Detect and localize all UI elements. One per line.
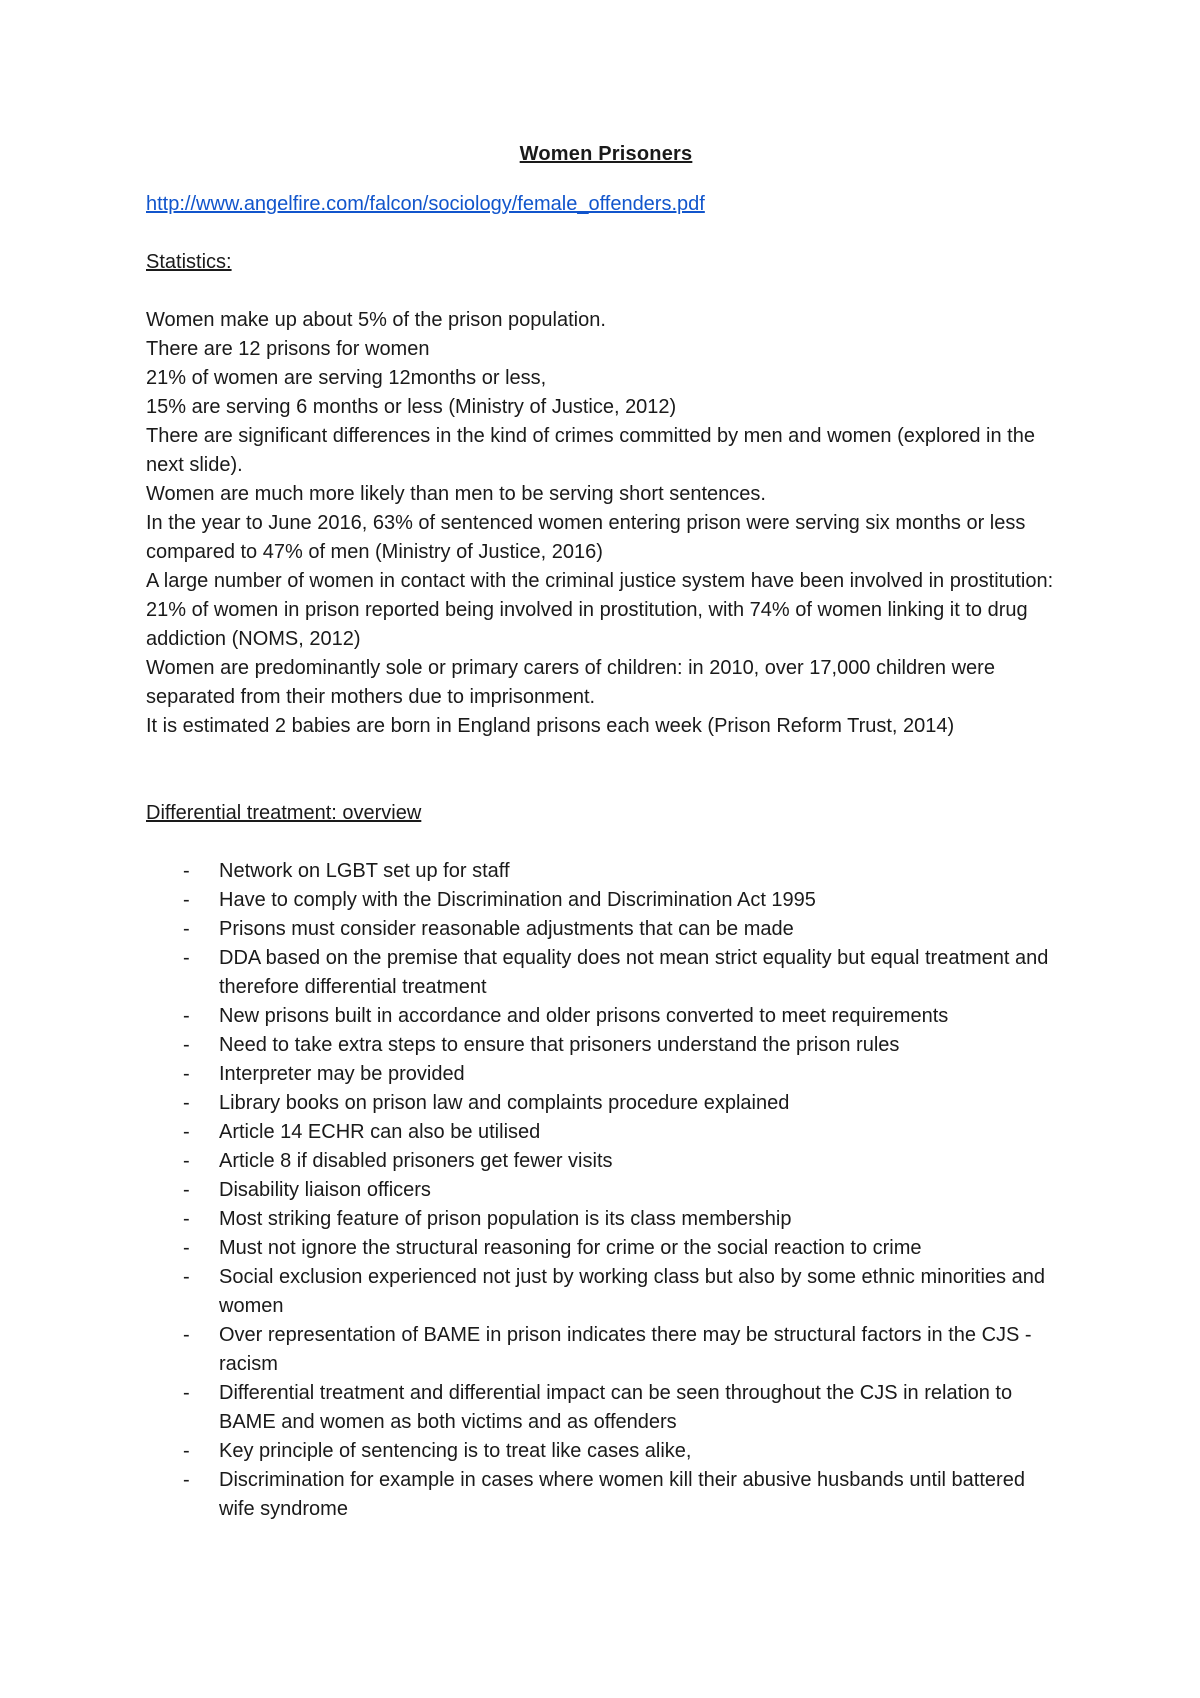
list-item xyxy=(146,1321,1066,1379)
document-title: Women Prisoners xyxy=(519,143,693,165)
list-item-text: Disability liaison officers xyxy=(219,1179,431,1201)
list-item-text: Interpreter may be provided xyxy=(219,1063,465,1085)
statistic-item: It is estimated 2 babies are born in England prisons each week (Prison Reform Trust, 2014) xyxy=(146,715,955,737)
list-item xyxy=(146,1089,1066,1118)
list-item-text: Differential treatment and differential impact can be seen throughout the CJS in relation to BAME and women as both victims and as offenders xyxy=(219,1382,1013,1433)
list-item xyxy=(146,1466,1066,1524)
dash-bullet: - xyxy=(183,1179,190,1201)
list-item-text: Social exclusion experienced not just by working class but also by some ethnic minorities and women xyxy=(219,1266,1045,1317)
list-item-text: Prisons must consider reasonable adjustments that can be made xyxy=(219,918,794,940)
list-item-text: Most striking feature of prison population is its class membership xyxy=(219,1208,792,1230)
document-page xyxy=(146,140,1066,1524)
list-item xyxy=(146,944,1066,1002)
list-item-text: Key principle of sentencing is to treat like cases alike, xyxy=(219,1440,692,1462)
dash-bullet: - xyxy=(183,1266,190,1288)
dash-bullet: - xyxy=(183,889,190,911)
statistic-item: A large number of women in contact with the criminal justice system have been involved in prostitution: 21% of women in prison reported being involved in prostitution, with 74% of women linking it to drug addiction (NOMS, 2012) xyxy=(146,570,1054,650)
list-item xyxy=(146,1060,1066,1089)
list-item xyxy=(146,1263,1066,1321)
statistics-heading: Statistics: xyxy=(146,251,232,273)
list-item-text: Library books on prison law and complaints procedure explained xyxy=(219,1092,790,1114)
dash-bullet: - xyxy=(183,1005,190,1027)
statistic-item: Women make up about 5% of the prison population. xyxy=(146,309,606,331)
list-item xyxy=(146,1118,1066,1147)
list-item-text: New prisons built in accordance and older prisons converted to meet requirements xyxy=(219,1005,949,1027)
list-item xyxy=(146,915,1066,944)
list-item xyxy=(146,1234,1066,1263)
section-spacer xyxy=(146,741,1066,799)
list-item xyxy=(146,886,1066,915)
list-item-text: Network on LGBT set up for staff xyxy=(219,860,510,882)
list-item-text: Must not ignore the structural reasoning for crime or the social reaction to crime xyxy=(219,1237,922,1259)
list-item xyxy=(146,1002,1066,1031)
statistic-item: Women are predominantly sole or primary carers of children: in 2010, over 17,000 children were separated from their mothers due to imprisonment. xyxy=(146,657,995,708)
dash-bullet: - xyxy=(183,1121,190,1143)
dash-bullet: - xyxy=(183,1237,190,1259)
source-link[interactable]: http://www.angelfire.com/falcon/sociology/female_offenders.pdf xyxy=(146,193,705,215)
statistics-list xyxy=(146,306,1066,741)
list-item-text: Article 14 ECHR can also be utilised xyxy=(219,1121,541,1143)
statistic-item: In the year to June 2016, 63% of sentenced women entering prison were serving six months or less compared to 47% of men (Ministry of Justice, 2016) xyxy=(146,512,1026,563)
dash-bullet: - xyxy=(183,1208,190,1230)
dash-bullet: - xyxy=(183,1382,190,1404)
statistic-item: There are 12 prisons for women xyxy=(146,338,430,360)
differential-list xyxy=(146,857,1066,1524)
differential-heading: Differential treatment: overview xyxy=(146,802,422,824)
list-item xyxy=(146,1205,1066,1234)
list-item xyxy=(146,1176,1066,1205)
statistic-item: Women are much more likely than men to be serving short sentences. xyxy=(146,483,766,505)
dash-bullet: - xyxy=(183,1034,190,1056)
dash-bullet: - xyxy=(183,1150,190,1172)
dash-bullet: - xyxy=(183,1324,190,1346)
dash-bullet: - xyxy=(183,1092,190,1114)
statistic-item: 21% of women are serving 12months or less, xyxy=(146,367,547,389)
statistic-item: There are significant differences in the kind of crimes committed by men and women (explored in the next slide). xyxy=(146,425,1035,476)
dash-bullet: - xyxy=(183,918,190,940)
dash-bullet: - xyxy=(183,947,190,969)
list-item-text: DDA based on the premise that equality does not mean strict equality but equal treatment and therefore differential treatment xyxy=(219,947,1049,998)
list-item xyxy=(146,1437,1066,1466)
dash-bullet: - xyxy=(183,860,190,882)
dash-bullet: - xyxy=(183,1063,190,1085)
dash-bullet: - xyxy=(183,1469,190,1491)
list-item-text: Need to take extra steps to ensure that prisoners understand the prison rules xyxy=(219,1034,900,1056)
statistic-item: 15% are serving 6 months or less (Ministry of Justice, 2012) xyxy=(146,396,677,418)
list-item-text: Article 8 if disabled prisoners get fewer visits xyxy=(219,1150,613,1172)
list-item xyxy=(146,857,1066,886)
list-item-text: Over representation of BAME in prison indicates there may be structural factors in the CJS - racism xyxy=(219,1324,1032,1375)
list-item xyxy=(146,1031,1066,1060)
list-item-text: Discrimination for example in cases where women kill their abusive husbands until battered wife syndrome xyxy=(219,1469,1025,1520)
list-item xyxy=(146,1147,1066,1176)
list-item-text: Have to comply with the Discrimination and Discrimination Act 1995 xyxy=(219,889,816,911)
list-item xyxy=(146,1379,1066,1437)
dash-bullet: - xyxy=(183,1440,190,1462)
